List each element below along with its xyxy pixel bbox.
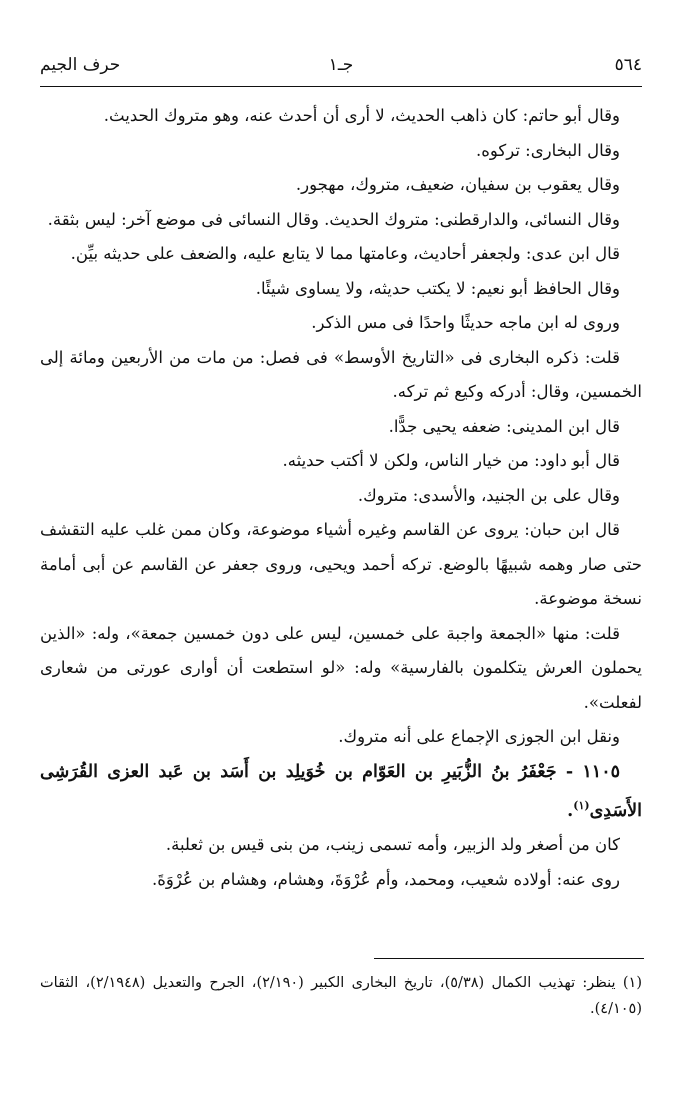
paragraph: وقال أبو حاتم: كان ذاهب الحديث، لا أرى أن أحدث عنه، وهو متروك الحديث. [103, 106, 620, 125]
page-number: ٥٦٤ [614, 55, 642, 75]
paragraph: قال ابن حبان: يروى عن القاسم وغيره أشياء موضوعة، وكان ممن غلب عليه التقشف حتى صار وهمه شبيهًا بالوضع. تركه أحمد ويحيى، وروى جعفر عن القاسم عن أبى أمامة نسخة موضوعة. [40, 520, 642, 608]
paragraph: وقال البخارى: تركوه. [475, 140, 620, 160]
entry-heading: ١١٠٥ - جَعْفَرُ بنُ الزُّبَيرِ بن العَوّام بن خُوَيلِد بن أَسَد بن عَبد العزى القُرَشِى الأَسَدِى$^{(١)}$. [40, 761, 642, 821]
entry-number: ١١٠٥ [582, 761, 621, 782]
footnote [40, 970, 642, 1022]
footnote-divider [374, 958, 644, 959]
paragraph: ونقل ابن الجوزى الإجماع على أنه متروك. [338, 727, 620, 746]
paragraph: قال أبو داود: من خيار الناس، ولكن لا أكتب حديثه. [282, 451, 620, 470]
footnote-text: ينظر: تهذيب الكمال (٥/٣٨)، تاريخ البخارى الكبير (٢/١٩٠)، الجرح والتعديل (٢/١٩٤٨)، الثقات (٤/١٠٥). [40, 975, 642, 1017]
paragraph: قال ابن المدينى: ضعفه يحيى جدًّا. [388, 416, 620, 436]
entry-name: جَعْفَرُ بنُ الزُّبَيرِ بن العَوّام بن خُوَيلِد بن أَسَد بن عَبد العزى القُرَشِى الأَسَدِى [40, 761, 642, 821]
section-title: حرف الجيم [40, 55, 121, 75]
footnote-marker: (١) [622, 975, 643, 991]
page-header [40, 55, 642, 85]
paragraph: وقال على بن الجنيد، والأسدى: متروك. [357, 485, 620, 505]
footnote-reference[interactable]: (١) [573, 799, 590, 812]
entry-dash: - [565, 761, 574, 782]
main-text [40, 99, 642, 897]
paragraph: وقال الحافظ أبو نعيم: لا يكتب حديثه، ولا يساوى شيئًا. [255, 278, 620, 298]
paragraph: وقال يعقوب بن سفيان، ضعيف، متروك، مهجور. [295, 175, 620, 194]
paragraph: روى عنه: أولاده شعيب، ومحمد، وأم عُرْوَةَ، وهشام، وهشام بن عُرْوَةَ. [152, 869, 620, 889]
paragraph: قلت: منها «الجمعة واجبة على خمسين، ليس على دون خمسين جمعة»، وله: «الذين يحملون العرش يتكلمون بالفارسية» وله: «لو استطعت أن أوارى عورتى من شعارى لفعلت». [40, 623, 642, 712]
paragraph: قلت: ذكره البخارى فى «التاريخ الأوسط» فى فصل: من مات من الأربعين ومائة إلى الخمسين، وقال: أدركه وكيع ثم تركه. [40, 347, 642, 401]
paragraph: قال ابن عدى: ولجعفر أحاديث، وعامتها مما لا يتابع عليه، والضعف على حديثه بيِّن. [70, 244, 620, 263]
header-divider [40, 86, 642, 87]
paragraph: وقال النسائى، والدارقطنى: متروك الحديث. وقال النسائى فى موضع آخر: ليس بثقة. [47, 209, 620, 229]
volume-label: جـ١ [328, 55, 354, 75]
paragraph: كان من أصغر ولد الزبير، وأمه تسمى زينب، من بنى قيس بن ثعلبة. [165, 835, 620, 855]
paragraph: وروى له ابن ماجه حديثًا واحدًا فى مس الذكر. [311, 313, 620, 332]
